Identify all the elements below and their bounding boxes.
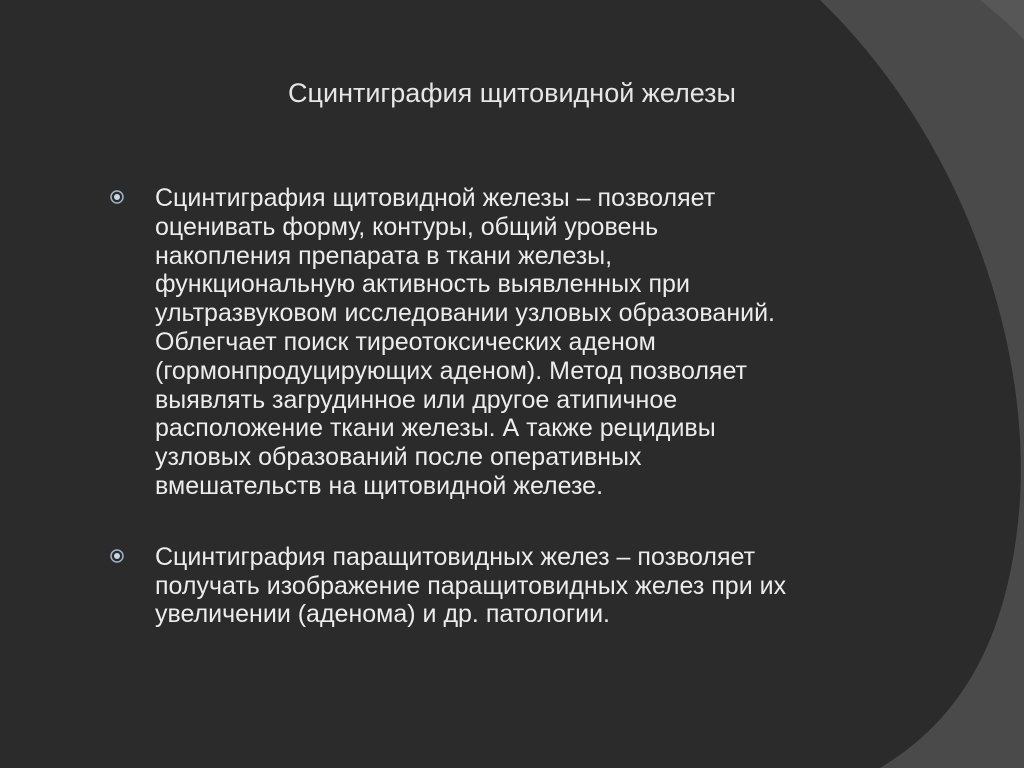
bullet-2-line-1: Сцинтиграфия паращитовидных желез – позволяет	[155, 542, 756, 571]
bullet-1-line-3: накопления препарата в ткани железы,	[155, 241, 613, 270]
bullet-1-line-4: функциональную активность выявленных при	[155, 270, 690, 299]
bullet-2-line-3: увеличении (аденома) и др. патологии.	[155, 600, 611, 629]
bullet-1-line-5: ультразвуковом исследовании узловых образований.	[155, 299, 775, 328]
circle-bullet-icon	[110, 190, 124, 204]
bullet-1-line-7: (гормонпродуцирующих аденом). Метод позволяет	[155, 356, 747, 385]
bullet-1-line-8: выявлять загрудинное или другое атипичное	[155, 385, 678, 414]
bullet-2-line-2: получать изображение паращитовидных желез при их	[155, 571, 787, 600]
bullet-1-line-2: оценивать форму, контуры, общий уровень	[155, 212, 659, 241]
bullet-item-2	[110, 543, 910, 629]
bullet-1-line-10: узловых образований после оперативных	[155, 443, 642, 472]
bullet-list	[110, 184, 910, 629]
circle-bullet-icon	[110, 549, 124, 563]
bullet-1-line-1: Сцинтиграфия щитовидной железы – позволяет	[155, 184, 716, 212]
bullet-item-1	[110, 184, 910, 501]
slide-title: Сцинтиграфия щитовидной железы	[288, 78, 736, 108]
bullet-1-line-6: Облегчает поиск тиреотоксических аденом	[155, 327, 656, 356]
bullet-1-line-11: вмешательств на щитовидной железе.	[155, 471, 604, 500]
bullet-1-line-9: расположение ткани железы. А также рецидивы	[155, 414, 716, 443]
